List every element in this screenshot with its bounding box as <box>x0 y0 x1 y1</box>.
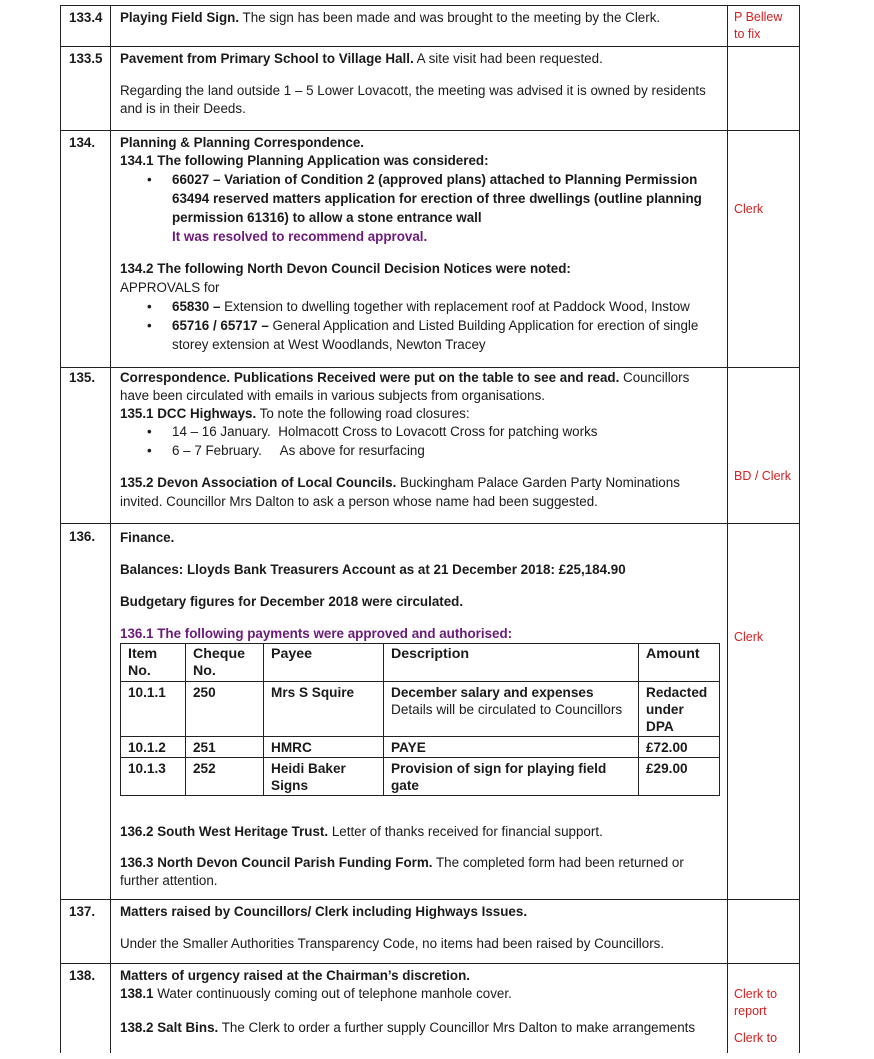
item-title: Correspondence. Publications Received were put on the table to see and read. <box>120 370 620 385</box>
table-cell: 10.1.2 <box>121 737 186 758</box>
subheading: 134.2 The following North Devon Council Decision Notices were noted: <box>120 261 571 276</box>
table-cell: 10.1.3 <box>121 758 186 796</box>
column-header: Item No. <box>121 644 186 682</box>
subheading: 138.1 <box>120 986 154 1001</box>
item-number: 136. <box>61 524 111 899</box>
subheading: 135.2 Devon Association of Local Councils. <box>120 475 397 490</box>
application-line: 66027 – Variation of Condition 2 (approved plans) attached to Planning Permission <box>172 172 698 187</box>
action-cell <box>727 524 799 899</box>
action-cell <box>727 131 799 367</box>
subheading-text: Buckingham Palace Garden Party Nominations <box>396 475 680 490</box>
notice-text: General Application and Listed Building Application for erection of single <box>268 318 699 333</box>
paragraph-line: Under the Smaller Authorities Transparency Code, no items had been raised by Councillors. <box>120 936 665 951</box>
subheading: 136.2 South West Heritage Trust. <box>120 824 329 839</box>
table-cell: £29.00 <box>639 758 720 796</box>
budget-line: Budgetary figures for December 2018 were circulated. <box>120 594 464 609</box>
item-title: Playing Field Sign. <box>120 10 240 25</box>
table-row <box>121 682 720 737</box>
subheading: 136.1 The following payments were approved and authorised: <box>120 626 513 641</box>
item-title: Matters raised by Councillors/ Clerk including Highways Issues. <box>120 904 528 919</box>
table-cell: Heidi Baker Signs <box>264 758 384 796</box>
description-note: Details will be circulated to Councillors <box>391 702 623 717</box>
column-header: Description <box>384 644 639 682</box>
balances-line: Balances: Lloyds Bank Treasurers Account as at 21 December 2018: £25,184.90 <box>120 562 626 577</box>
minute-row-133-5 <box>61 46 799 130</box>
subheading: 134.1 The following Planning Application was considered: <box>120 153 489 168</box>
closure-line: 6 – 7 February. As above for resurfacing <box>172 443 425 458</box>
item-title: Planning & Planning Correspondence. <box>120 135 365 150</box>
item-text: Councillors <box>619 370 690 385</box>
paragraph-line: have been circulated with emails in various subjects from organisations. <box>120 388 545 403</box>
action-line: Clerk <box>734 202 764 216</box>
table-cell: 10.1.1 <box>121 682 186 737</box>
resolution-text: It was resolved to recommend approval. <box>172 229 428 244</box>
item-title: Finance. <box>120 530 175 545</box>
bullet: • <box>147 318 152 333</box>
minute-row-133-4 <box>61 5 799 46</box>
item-number: 133.5 <box>61 47 111 130</box>
application-code: 65830 – <box>172 299 221 314</box>
paragraph-line: Regarding the land outside 1 – 5 Lower Lovacott, the meeting was advised it is owned by residents <box>120 83 706 98</box>
bullet: • <box>147 443 152 458</box>
subheading-text: Water continuously coming out of telephone manhole cover. <box>153 986 512 1001</box>
minutes-table <box>60 5 800 1053</box>
application-line: permission 61316) to allow a stone entrance wall <box>172 210 482 225</box>
action-cell <box>727 6 799 46</box>
approvals-label: APPROVALS for <box>120 280 220 295</box>
subheading-text: To note the following road closures: <box>256 406 470 421</box>
action-line: P Bellew <box>734 10 783 24</box>
column-header: Payee <box>264 644 384 682</box>
action-cell <box>727 964 799 1053</box>
item-text: A site visit had been requested. <box>413 51 603 66</box>
item-title: Matters of urgency raised at the Chairman’s discretion. <box>120 968 470 983</box>
table-header-row <box>121 644 720 682</box>
item-number: 134. <box>61 131 111 367</box>
payments-table <box>120 643 720 796</box>
minute-row-135 <box>61 367 799 523</box>
description-main: December salary and expenses <box>391 685 594 700</box>
subheading-text: Letter of thanks received for financial support. <box>328 824 603 839</box>
action-line: Clerk to <box>734 1031 778 1045</box>
minute-row-136 <box>61 523 799 899</box>
application-line: 63494 reserved matters application for erection of three dwellings (outline planning <box>172 191 702 206</box>
column-header: Cheque No. <box>186 644 264 682</box>
table-cell: Redacted under DPA <box>639 682 720 737</box>
subheading: 136.3 North Devon Council Parish Funding Form. <box>120 855 433 870</box>
action-line: report <box>734 1004 767 1018</box>
paragraph-line: and is in their Deeds. <box>120 101 246 116</box>
item-number: 133.4 <box>61 6 111 46</box>
action-line: BD / Clerk <box>734 469 791 483</box>
item-text: The sign has been made and was brought to the meeting by the Clerk. <box>239 10 661 25</box>
action-line: Clerk to <box>734 987 778 1001</box>
bullet: • <box>147 299 152 314</box>
minute-row-134 <box>61 130 799 367</box>
paragraph-line: invited. Councillor Mrs Dalton to ask a person whose name had been suggested. <box>120 494 598 509</box>
table-cell: HMRC <box>264 737 384 758</box>
subheading-text: The Clerk to order a further supply Councillor Mrs Dalton to make arrangements <box>218 1020 696 1035</box>
item-number: 138. <box>61 964 111 1053</box>
paragraph-line: further attention. <box>120 873 218 888</box>
table-cell: £72.00 <box>639 737 720 758</box>
subheading-text: The completed form had been returned or <box>432 855 684 870</box>
table-row <box>121 758 720 796</box>
action-cell <box>727 47 799 130</box>
item-title: Pavement from Primary School to Village Hall. <box>120 51 414 66</box>
subheading: 135.1 DCC Highways. <box>120 406 257 421</box>
table-cell: Mrs S Squire <box>264 682 384 737</box>
subheading: 138.2 Salt Bins. <box>120 1020 219 1035</box>
item-number: 137. <box>61 900 111 963</box>
minute-row-137 <box>61 899 799 963</box>
minute-row-138 <box>61 963 799 1053</box>
table-cell <box>384 682 639 737</box>
item-number: 135. <box>61 368 111 523</box>
table-cell: Provision of sign for playing field gate <box>384 758 639 796</box>
table-cell: 251 <box>186 737 264 758</box>
action-cell <box>727 368 799 523</box>
table-cell: 252 <box>186 758 264 796</box>
bullet: • <box>147 424 152 439</box>
table-cell: 250 <box>186 682 264 737</box>
action-line: to fix <box>734 27 761 41</box>
notice-text: storey extension at West Woodlands, Newton Tracey <box>172 337 486 352</box>
table-cell: PAYE <box>384 737 639 758</box>
notice-text: Extension to dwelling together with replacement roof at Paddock Wood, Instow <box>220 299 690 314</box>
table-row <box>121 737 720 758</box>
closure-line: 14 – 16 January. Holmacott Cross to Lovacott Cross for patching works <box>172 424 598 439</box>
bullet: • <box>147 172 152 187</box>
column-header: Amount <box>639 644 720 682</box>
action-line: Clerk <box>734 630 764 644</box>
application-code: 65716 / 65717 – <box>172 318 269 333</box>
action-cell <box>727 900 799 963</box>
